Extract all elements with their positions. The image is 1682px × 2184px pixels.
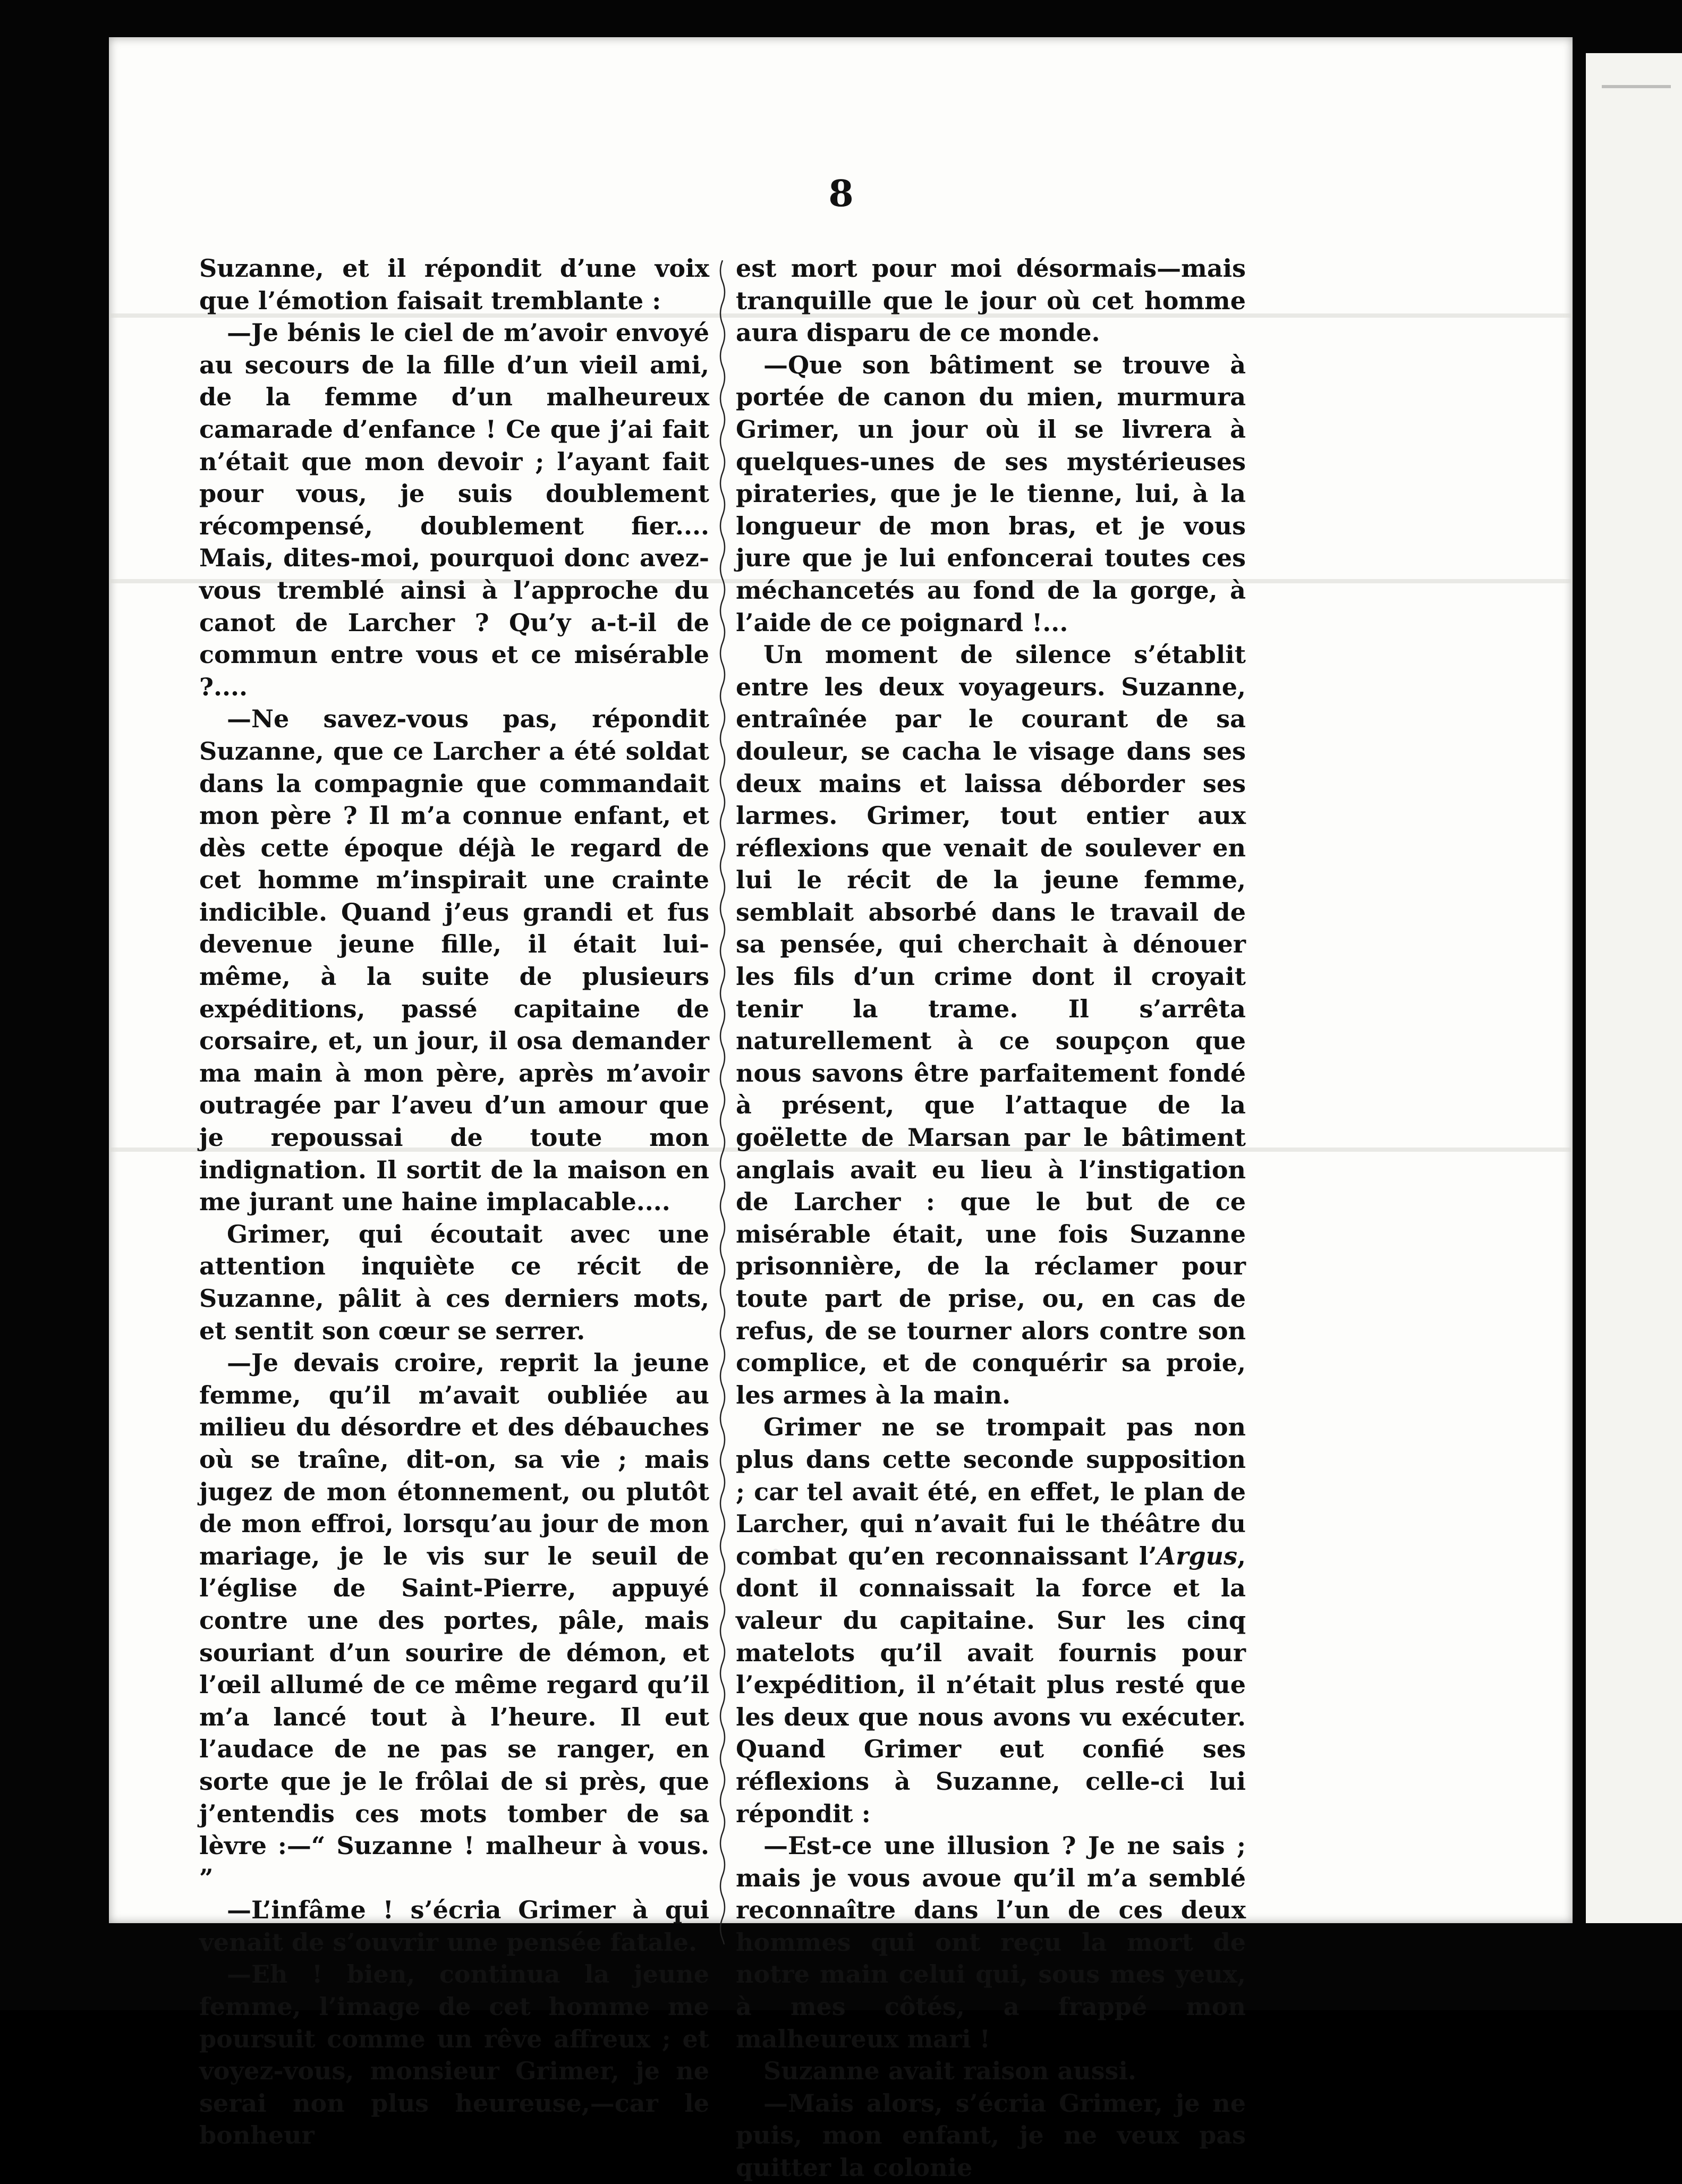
ship-name-italic: Argus	[1157, 1541, 1237, 1570]
paragraph: Suzanne, et il répondit d’une voix que l’émotion faisait tremblante :	[199, 254, 709, 315]
right-column	[736, 252, 1246, 2184]
paragraph	[736, 1411, 1246, 1830]
paragraph: Suzanne avait raison aussi.	[763, 2056, 1136, 2086]
adjacent-page-ghost-text	[1602, 85, 1671, 88]
page-number: 8	[828, 173, 854, 215]
paragraph: est mort pour moi désormais—mais tranquille que le jour où cet homme aura disparu de ce monde.	[736, 254, 1246, 347]
paragraph: Grimer, qui écoutait avec une attention inquiète ce récit de Suzanne, pâlit à ces derniers mots, et sentit son cœur se serrer.	[199, 1219, 709, 1345]
paragraph: —Eh ! bien, continua la jeune femme, l’image de cet homme me poursuit comme un rêve affreux ; et voyez-vous, monsieur Grimer, je ne serai non plus heureuse,—car le bonheur	[199, 1960, 709, 2150]
paragraph: —Est-ce une illusion ? Je ne sais ; mais je vous avoue qu’il m’a semblé reconnaître dans l’un de ces deux hommes qui ont reçu la mort de notre main celui qui, sous mes yeux, à mes côtés, a frappé mon malheureux mari !	[736, 1831, 1246, 2053]
paragraph: —Que son bâtiment se trouve à portée de canon du mien, murmura Grimer, un jour où il se livrera à quelques-unes de ses mystérieuses pirateries, que je le tienne, lui, à la longueur de mon bras, et je vous jure que je lui enfoncerai toutes ces méchancetés au fond de la gorge, à l’aide de ce poignard !...	[736, 350, 1246, 637]
paragraph: —Mais alors, s’écria Grimer, je ne puis, mon enfant, je ne veux pas quitter la colonie	[736, 2088, 1246, 2182]
paragraph: —Je bénis le ciel de m’avoir envoyé au secours de la fille d’un vieil ami, de la femme d’un malheureux camarade d’enfance ! Ce que j’ai fait n’était que mon devoir ; l’ayant fait pour vous, je suis doublement récompensé, doublement fier.... Mais, dites-moi, pourquoi donc avez-vous tremblé ainsi à l’approche du canot de Larcher ? Qu’y a-t-il de commun entre vous et ce misérable ?....	[199, 318, 709, 701]
column-divider	[716, 260, 729, 1944]
paragraph-text: Grimer ne se trompait pas non plus dans cette seconde supposition ; car tel avait été, en effet, le plan de Larcher, qui n’avait fui le théâtre du combat qu’en reconnaissant l’	[736, 1413, 1246, 1570]
adjacent-page-edge	[1586, 53, 1682, 1923]
paragraph: —L’infâme ! s’écria Grimer à qui venait de s’ouvrir une pensée fatale.	[199, 1896, 709, 1957]
paragraph: Un moment de silence s’établit entre les deux voyageurs. Suzanne, entraînée par le courant de sa douleur, se cacha le visage dans ses deux mains et laissa déborder ses larmes. Grimer, tout entier aux réflexions que venait de soulever en lui le récit de la jeune femme, semblait absorbé dans le travail de sa pensée, qui cherchait à dénouer les fils d’un crime dont il croyait tenir la trame. Il s’arrêta naturellement à ce soupçon que nous savons être parfaitement fondé à présent, que l’attaque de la goëlette de Marsan par le bâtiment anglais avait eu lieu à l’instigation de Larcher : que le but de ce misérable était, une fois Suzanne prisonnière, de la réclamer pour toute part de prise, ou, en cas de refus, de se tourner alors contre son complice, et de conquérir sa proie, les armes à la main.	[736, 640, 1246, 1409]
left-column	[199, 252, 709, 2152]
paragraph: —Ne savez-vous pas, répondit Suzanne, que ce Larcher a été soldat dans la compagnie que commandait mon père ? Il m’a connue enfant, et dès cette époque déjà le regard de cet homme m’inspirait une crainte indicible. Quand j’eus grandi et fus devenue jeune fille, il était lui-même, à la suite de plusieurs expéditions, passé capitaine de corsaire, et, un jour, il osa demander ma main à mon père, après m’avoir outragée par l’aveu d’un amour que je repoussai de toute mon indignation. Il sortit de la maison en me jurant une haine implacable....	[199, 704, 709, 1217]
paragraph-text: , dont il connaissait la force et la valeur du capitaine. Sur les cinq matelots qu’il avait fournis pour l’expédition, il n’était plus resté que les deux que nous avons vu exécuter. Quand Grimer eut confié ses réflexions à Suzanne, celle-ci lui répondit :	[736, 1541, 1246, 1828]
paragraph: —Je devais croire, reprit la jeune femme, qu’il m’avait oubliée au milieu du désordre et des débauches où se traîne, dit-on, sa vie ; mais jugez de mon étonnement, ou plutôt de mon effroi, lorsqu’au jour de mon mariage, je le vis sur le seuil de l’église de Saint-Pierre, appuyé contre une des portes, pâle, mais souriant d’un sourire de démon, et l’œil allumé de ce même regard qu’il m’a lancé tout à l’heure. Il eut l’audace de ne pas se ranger, en sorte que je le frôlai de si près, que j’entendis ces mots tomber de sa lèvre :—“ Suzanne ! malheur à vous. ”	[199, 1348, 709, 1892]
